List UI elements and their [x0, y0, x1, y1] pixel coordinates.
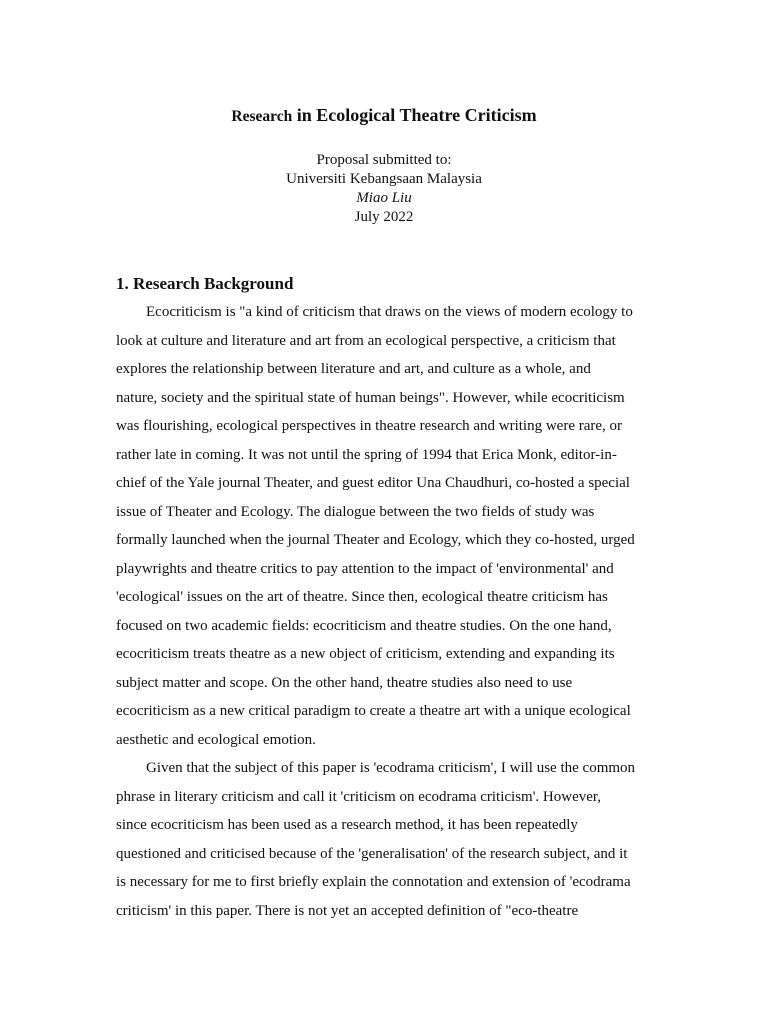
title-rest: in Ecological Theatre Criticism: [292, 105, 537, 125]
body-line: questioned and criticised because of the 'generalisation' of the research subject, and it: [116, 845, 628, 862]
body-line: criticism' in this paper. There is not yet an accepted definition of "eco-theatre: [116, 902, 579, 919]
document-title: [0, 103, 768, 129]
body-line: Ecocriticism is "a kind of criticism that draws on the views of modern ecology to: [146, 304, 633, 320]
body-line: Given that the subject of this paper is 'ecodrama criticism', I will use the common: [146, 760, 636, 776]
document-date: July 2022: [354, 209, 414, 225]
body-line: phrase in literary criticism and call it 'criticism on ecodrama criticism'. However,: [116, 788, 602, 805]
body-line: rather late in coming. It was not until the spring of 1994 that Erica Monk, editor-in-: [116, 446, 617, 463]
title-prefix: Research: [231, 108, 293, 125]
body-line: ecocriticism as a new critical paradigm to create a theatre art with a unique ecological: [116, 703, 631, 719]
author-name: Miao Liu: [356, 190, 412, 206]
body-line: ecocriticism treats theatre as a new object of criticism, extending and expanding its: [116, 646, 615, 662]
body-line: is necessary for me to first briefly explain the connotation and extension of 'ecodrama: [116, 874, 631, 890]
body-line: focused on two academic fields: ecocriticism and theatre studies. On the one hand,: [116, 617, 612, 634]
body-line: subject matter and scope. On the other hand, theatre studies also need to use: [116, 674, 573, 691]
body-line: aesthetic and ecological emotion.: [116, 731, 316, 748]
body-line: playwrights and theatre critics to pay attention to the impact of 'environmental' and: [116, 560, 614, 577]
section-body: [116, 298, 656, 925]
body-line: was flourishing, ecological perspectives in theatre research and writing were rare, or: [116, 418, 623, 434]
institution-name: Universiti Kebangsaan Malaysia: [286, 171, 482, 187]
body-line: since ecocriticism has been used as a research method, it has been repeatedly: [116, 817, 578, 833]
title-block: [0, 151, 768, 227]
section-heading: 1. Research Background: [116, 274, 294, 293]
body-line: nature, society and the spiritual state of human beings". However, while ecocriticism: [116, 389, 625, 406]
body-line: 'ecological' issues on the art of theatre. Since then, ecological theatre criticism has: [116, 589, 608, 605]
body-line: explores the relationship between literature and art, and culture as a whole, and: [116, 361, 591, 377]
body-line: issue of Theater and Ecology. The dialogue between the two fields of study was: [116, 503, 595, 520]
submission-label: Proposal submitted to:: [316, 152, 452, 168]
body-line: formally launched when the journal Theater and Ecology, which they co-hosted, urged: [116, 532, 635, 548]
body-line: look at culture and literature and art from an ecological perspective, a criticism that: [116, 332, 616, 349]
body-line: chief of the Yale journal Theater, and guest editor Una Chaudhuri, co-hosted a special: [116, 475, 630, 491]
